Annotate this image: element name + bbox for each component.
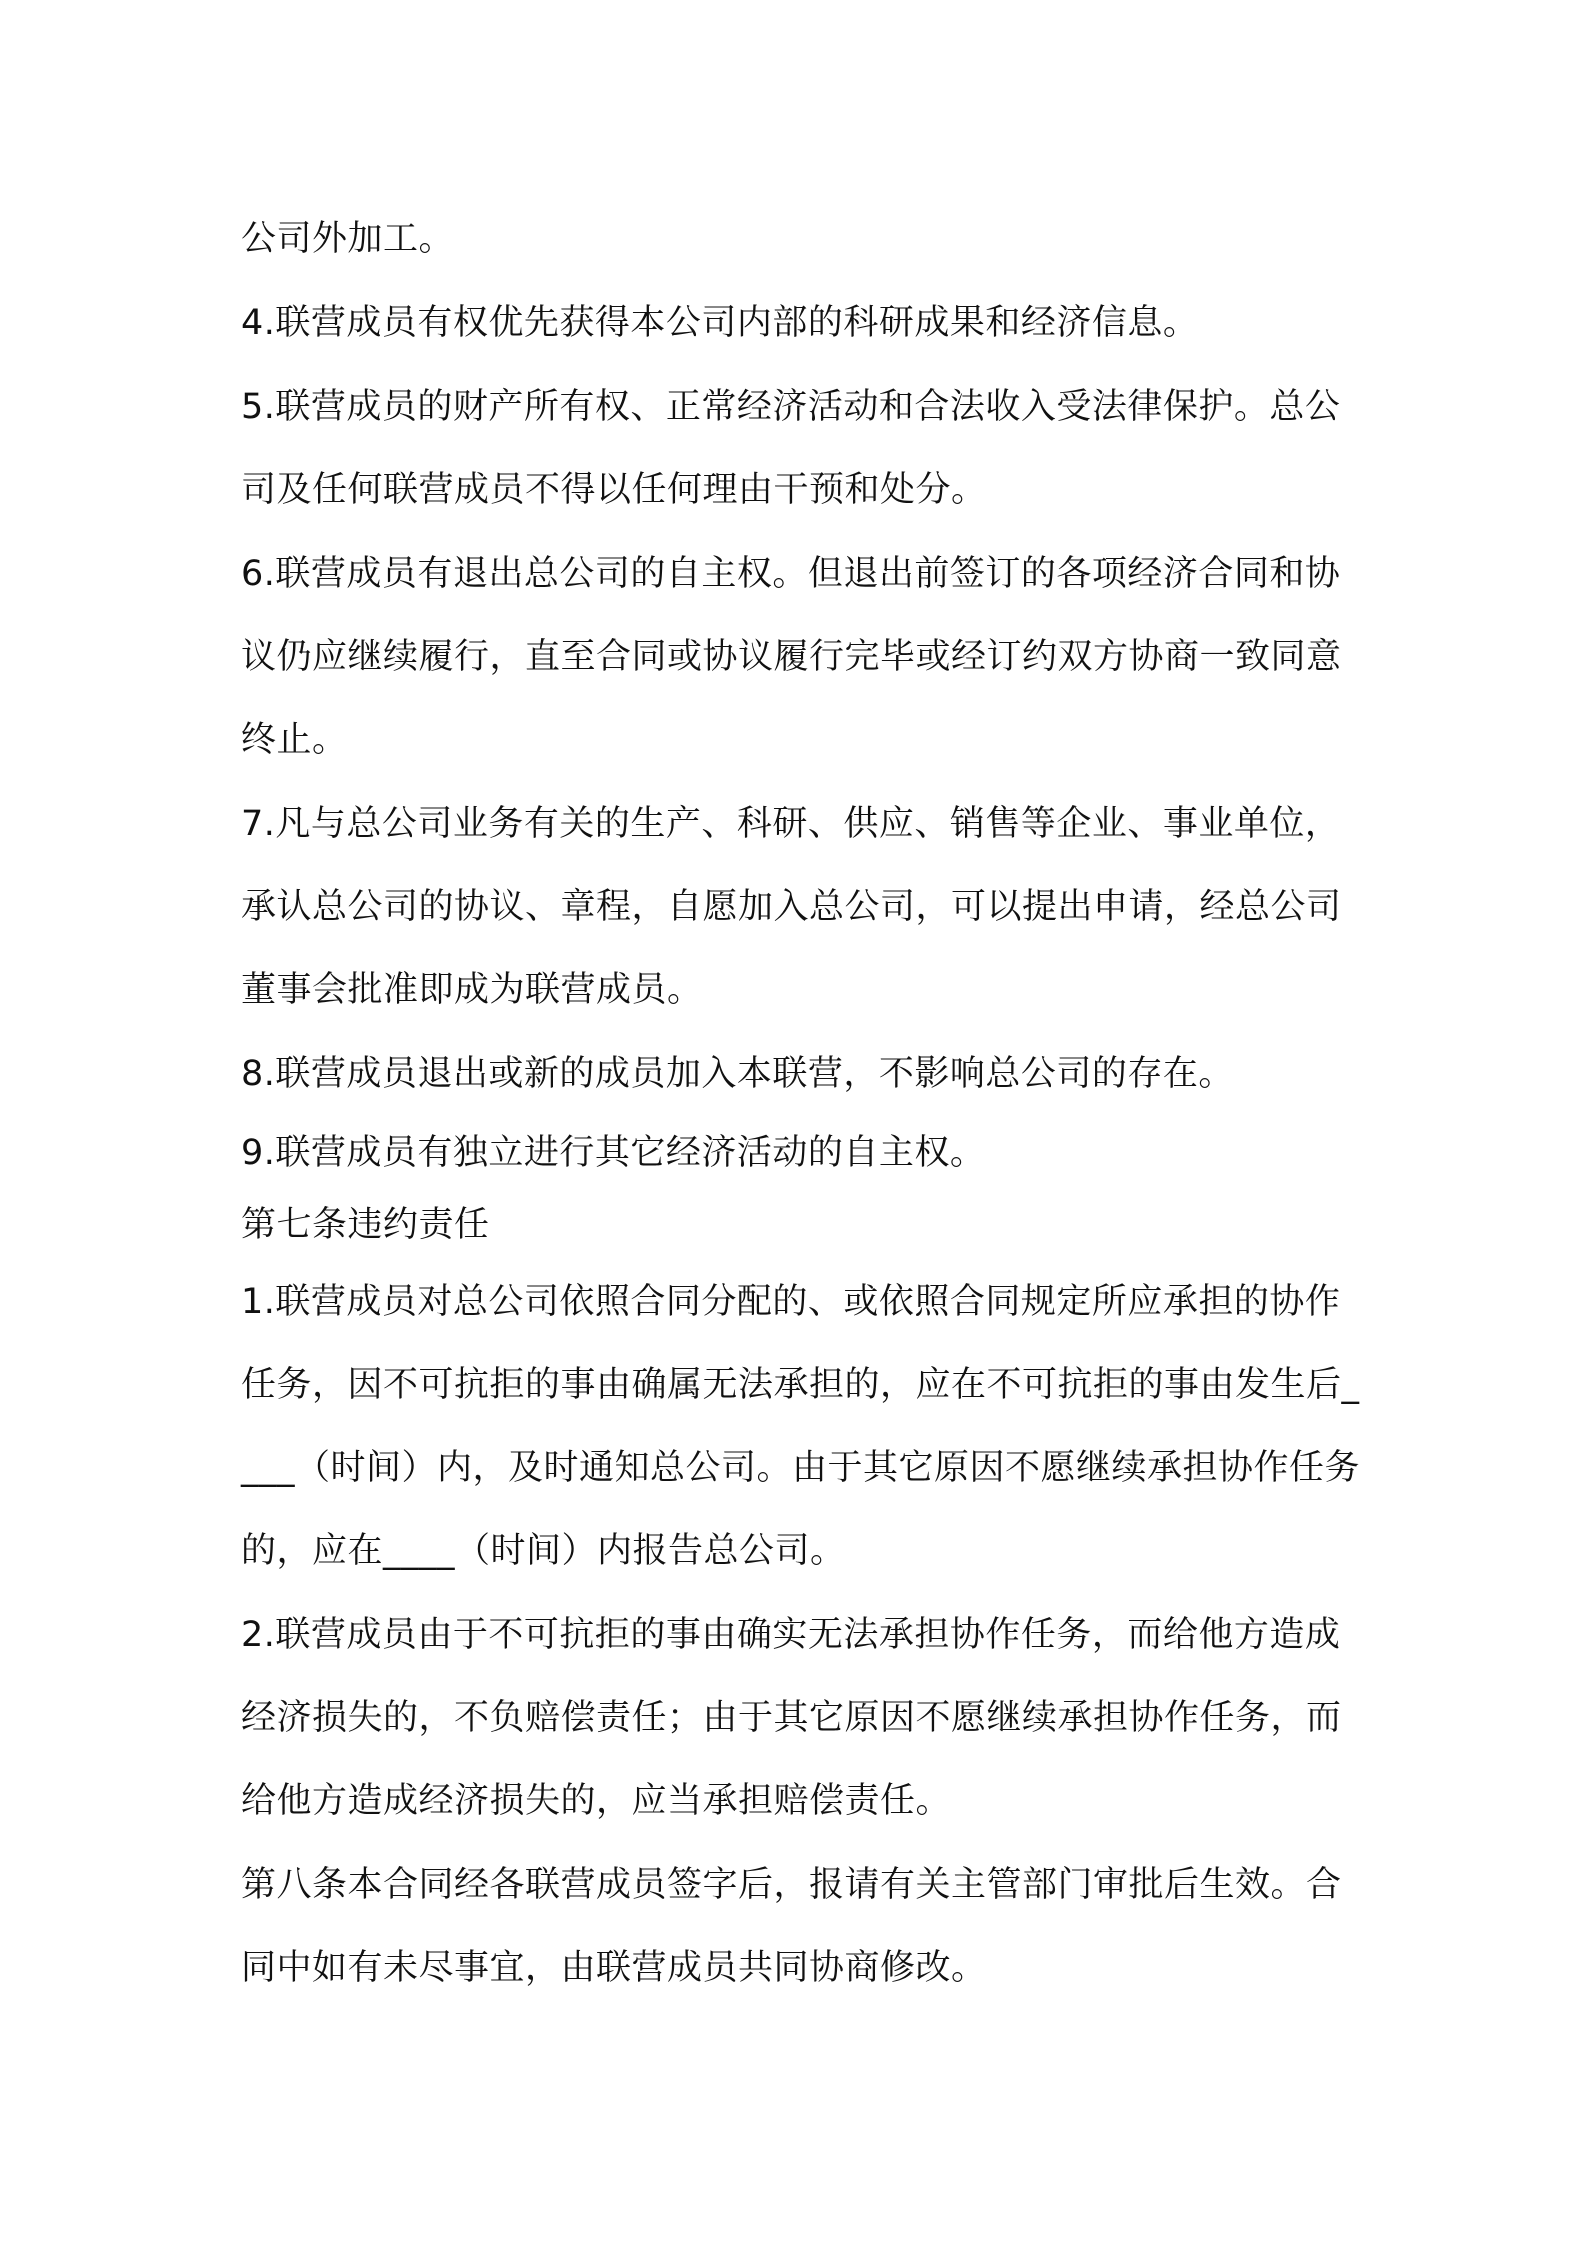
paragraph-article-8: 第八条本合同经各联营成员签字后，报请有关主管部门审批后生效。合同中如有未尽事宜，由联营成员共同协商修改。 [241, 1865, 1342, 1988]
section-heading-article-7: 第七条违约责任 [241, 1205, 490, 1245]
paragraph-liability-1: 1.联营成员对总公司依照合同分配的、或依照合同规定所应承担的协作任务，因不可抗拒的事由确属无法承担的，应在不可抗拒的事由发生后____（时间）内，及时通知总公司。由于其它原因不愿继续承担协作任务的，应在____（时间）内报告总公司。 [241, 1282, 1361, 1571]
paragraph-continuation: 公司外加工。 [241, 219, 455, 259]
document-body [241, 198, 1361, 2011]
paragraph-item-4: 4.联营成员有权优先获得本公司内部的科研成果和经济信息。 [241, 303, 1199, 343]
paragraph-item-6: 6.联营成员有退出总公司的自主权。但退出前签订的各项经济合同和协议仍应继续履行，直至合同或协议履行完毕或经订约双方协商一致同意终止。 [241, 554, 1342, 760]
paragraph-item-5: 5.联营成员的财产所有权、正常经济活动和合法收入受法律保护。总公司及任何联营成员不得以任何理由干预和处分。 [241, 387, 1341, 510]
paragraph-item-8: 8.联营成员退出或新的成员加入本联营，不影响总公司的存在。 [241, 1054, 1234, 1094]
paragraph-item-7: 7.凡与总公司业务有关的生产、科研、供应、销售等企业、事业单位，承认总公司的协议、章程，自愿加入总公司，可以提出申请，经总公司董事会批准即成为联营成员。 [241, 804, 1342, 1010]
paragraph-item-9: 9.联营成员有独立进行其它经济活动的自主权。 [241, 1133, 986, 1173]
paragraph-liability-2: 2.联营成员由于不可抗拒的事由确实无法承担协作任务，而给他方造成经济损失的，不负赔偿责任；由于其它原因不愿继续承担协作任务，而给他方造成经济损失的，应当承担赔偿责任。 [241, 1615, 1342, 1821]
